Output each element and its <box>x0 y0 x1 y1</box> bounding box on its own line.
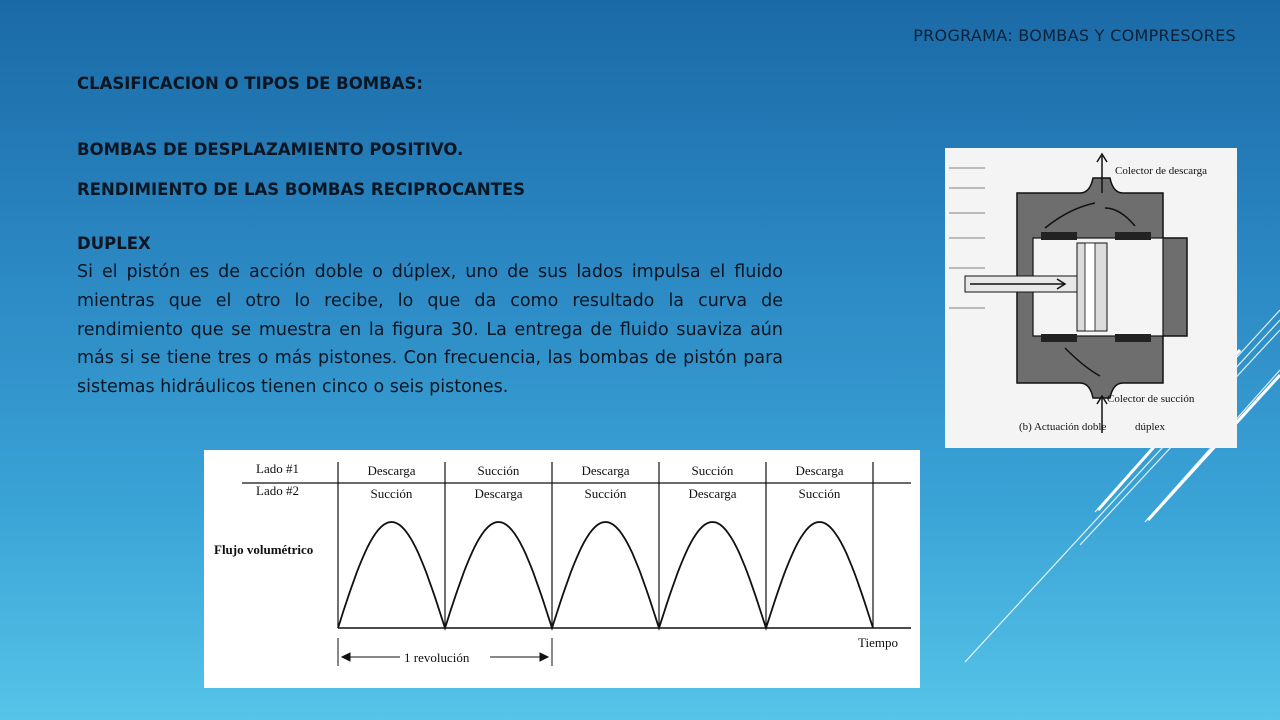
suction-manifold-label: Colector de succión <box>1107 393 1195 405</box>
classification-heading: CLASIFICACION O TIPOS DE BOMBAS: <box>77 74 424 93</box>
side1-phase-label: Descarga <box>795 463 844 478</box>
duplex-paragraph: Si el pistón es de acción doble o dúplex, uno de sus lados impulsa el fluido mientras que el otro lo recibe, lo que da como resultado la curva de rendimiento que se muestra en la figura 30. La entrega de fluido suaviza aún más si se tiene tres o más pistones. Con frecuencia, las bombas de pistón para sistemas hidráulicos tienen cinco o seis pistones. <box>77 262 783 398</box>
flow-axis-label: Flujo volumétrico <box>214 542 314 557</box>
side1-phase-label: Descarga <box>581 463 630 478</box>
side2-phase-label: Descarga <box>474 486 523 501</box>
positive-displacement-heading: BOMBAS DE DESPLAZAMIENTO POSITIVO. <box>77 140 464 159</box>
pump-caption: (b) Actuación doble <box>1019 421 1107 433</box>
discharge-manifold-label: Colector de descarga <box>1115 165 1208 177</box>
duplex-pump-diagram <box>945 148 1237 448</box>
pump-caption-suffix: dúplex <box>1135 421 1165 433</box>
side1-label: Lado #1 <box>256 461 299 476</box>
side2-label: Lado #2 <box>256 483 299 498</box>
side1-phase-label: Succión <box>477 463 520 478</box>
side2-phase-label: Succión <box>370 486 413 501</box>
time-axis-label: Tiempo <box>858 635 898 650</box>
revolution-label: 1 revolución <box>404 650 470 665</box>
flow-rate-figure <box>204 450 920 688</box>
side2-phase-label: Descarga <box>688 486 737 501</box>
side2-phase-label: Succión <box>584 486 627 501</box>
side2-phase-label: Succión <box>798 486 841 501</box>
side1-phase-label: Descarga <box>367 463 416 478</box>
reciprocating-performance-heading: RENDIMIENTO DE LAS BOMBAS RECIPROCANTES <box>77 180 526 199</box>
program-title: PROGRAMA: BOMBAS Y COMPRESORES <box>913 26 1236 45</box>
duplex-heading: DUPLEX <box>77 234 151 253</box>
side1-phase-label: Succión <box>691 463 734 478</box>
